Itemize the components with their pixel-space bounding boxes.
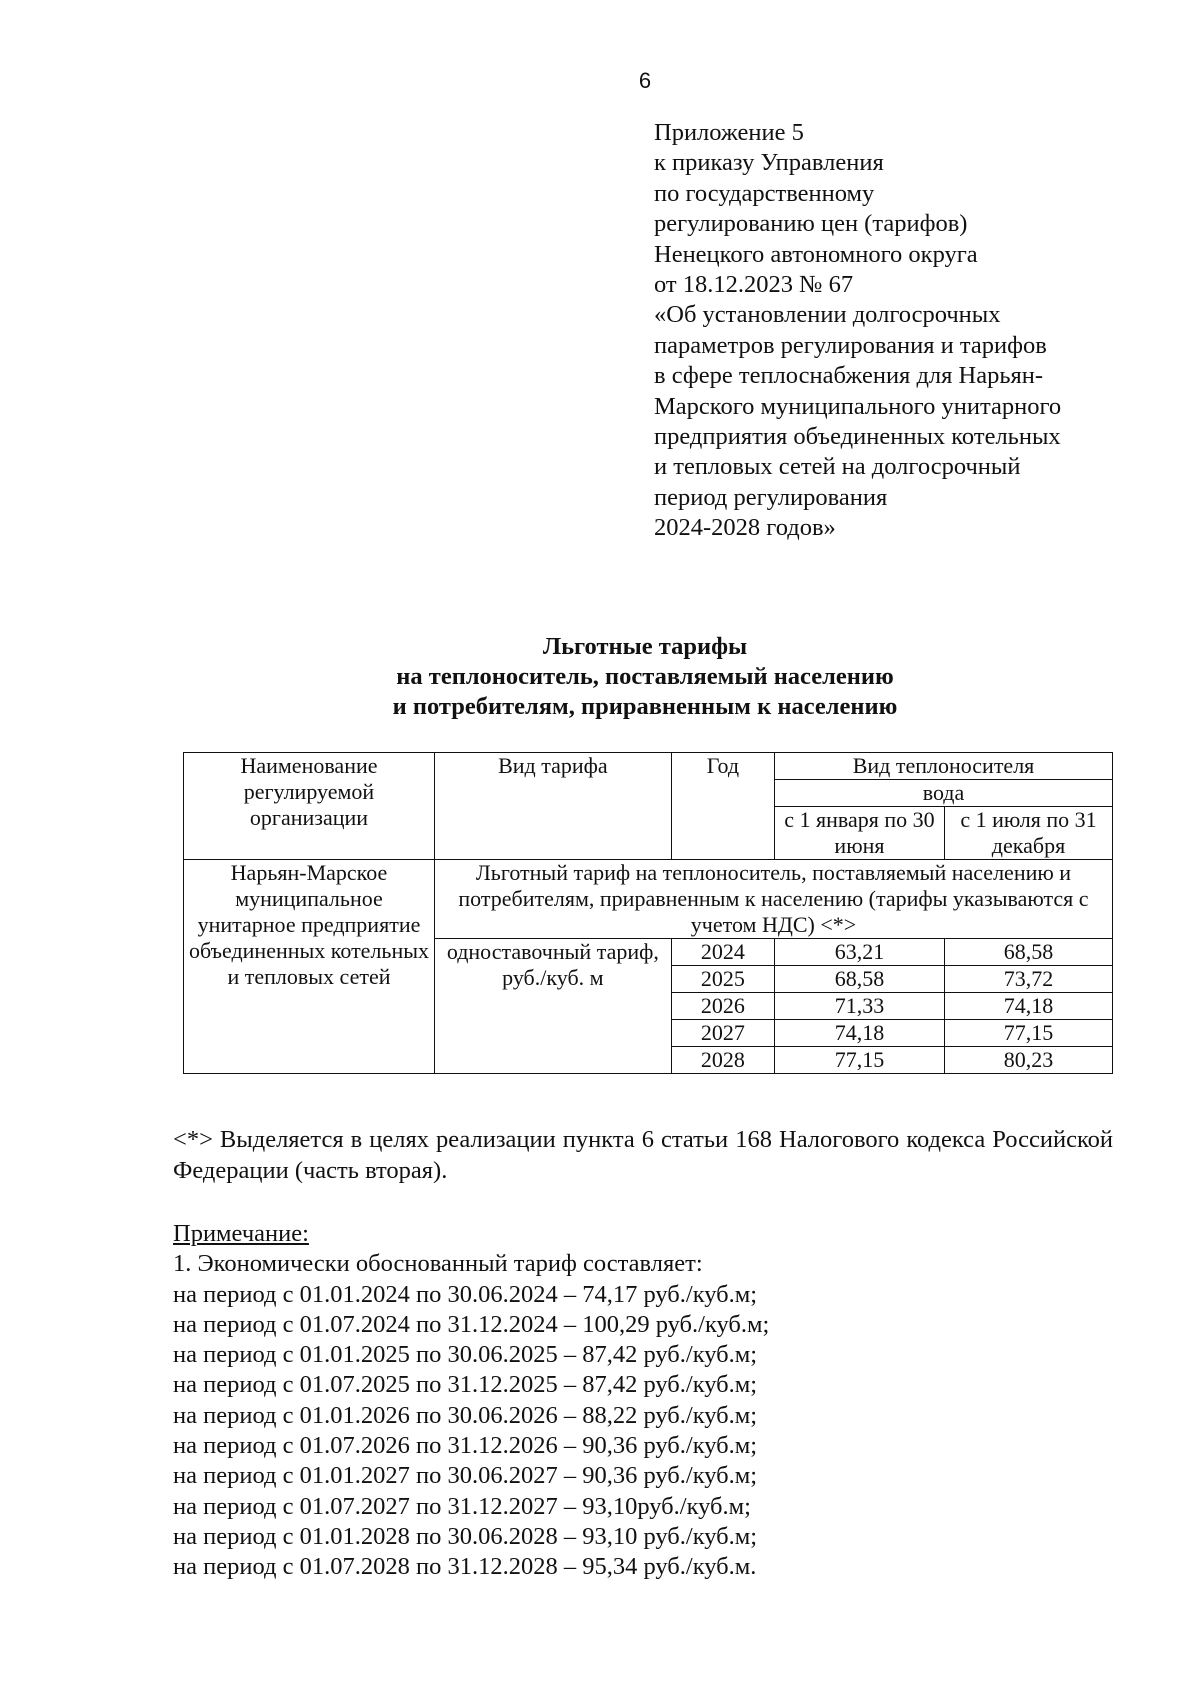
year-cell: 2024: [671, 939, 774, 966]
tariff-h2-cell: 68,58: [944, 939, 1112, 966]
note-line: на период с 01.01.2025 по 30.06.2025 – 87,42 руб./куб.м;: [173, 1341, 758, 1369]
table-row: [184, 860, 1113, 939]
year-cell: 2028: [671, 1047, 774, 1074]
note-line: на период с 01.01.2028 по 30.06.2028 – 93,10 руб./куб.м;: [173, 1522, 758, 1550]
title-line: на теплоноситель, поставляемый населению: [396, 663, 894, 690]
note-line: на период с 01.07.2025 по 31.12.2025 – 87,42 руб./куб.м;: [173, 1371, 758, 1399]
header-half1: с 1 января по 30 июня: [774, 807, 944, 860]
title-line: и потребителям, приравненным к населению: [392, 693, 898, 720]
appendix-line: параметров регулирования и тарифов: [654, 331, 1047, 359]
appendix-line: в сфере теплоснабжения для Нарьян-: [654, 362, 1044, 390]
appendix-line: 2024-2028 годов»: [654, 514, 836, 542]
footnote: <*> Выделяется в целях реализации пункта 6 статьи 168 Налогового кодекса Российской Федерации (часть вторая).: [173, 1126, 1113, 1184]
tariff-type-cell: одноставочный тариф, руб./куб. м: [434, 939, 671, 1074]
year-cell: 2026: [671, 993, 774, 1020]
appendix-line: Ненецкого автономного округа: [654, 240, 978, 268]
tariff-h1-cell: 68,58: [774, 966, 944, 993]
note-line: на период с 01.07.2026 по 31.12.2026 – 90,36 руб./куб.м;: [173, 1432, 758, 1460]
year-cell: 2027: [671, 1020, 774, 1047]
appendix-line: и тепловых сетей на долгосрочный: [654, 453, 1021, 481]
note-line: на период с 01.01.2026 по 30.06.2026 – 88,22 руб./куб.м;: [173, 1401, 758, 1429]
header-carrier: вода: [774, 780, 1112, 807]
appendix-line: от 18.12.2023 № 67: [654, 271, 854, 299]
appendix-line: Приложение 5: [654, 119, 804, 146]
notes-block: [173, 1219, 1133, 1583]
appendix-block: [654, 118, 1154, 544]
note-line: 1. Экономически обоснованный тариф составляет:: [173, 1250, 703, 1278]
tariff-description-cell: Льготный тариф на теплоноситель, поставляемый населению и потребителям, приравненным к населению (тарифы указываются с учетом НДС) <*>: [434, 860, 1112, 939]
page-number: 6: [638, 68, 652, 93]
note-line: на период с 01.07.2027 по 31.12.2027 – 93,10руб./куб.м;: [173, 1492, 751, 1520]
appendix-line: по государственному: [654, 179, 875, 207]
tariff-h2-cell: 77,15: [944, 1020, 1112, 1047]
header-carrier-type: Вид теплоносителя: [774, 753, 1112, 780]
header-year: Год: [671, 753, 774, 860]
appendix-line: «Об установлении долгосрочных: [654, 301, 1001, 329]
appendix-line: период регулирования: [654, 483, 888, 511]
table-header-row: [184, 753, 1113, 780]
header-half2: с 1 июля по 31 декабря: [944, 807, 1112, 860]
header-tariff-type: Вид тарифа: [434, 753, 671, 860]
tariff-h2-cell: 73,72: [944, 966, 1112, 993]
tariff-h1-cell: 71,33: [774, 993, 944, 1020]
tariff-h2-cell: 74,18: [944, 993, 1112, 1020]
year-cell: 2025: [671, 966, 774, 993]
note-line: на период с 01.07.2024 по 31.12.2024 – 100,29 руб./куб.м;: [173, 1310, 770, 1338]
document-title: [0, 632, 1200, 722]
appendix-line: Марского муниципального унитарного: [654, 392, 1062, 420]
appendix-line: регулированию цен (тарифов): [654, 210, 968, 238]
appendix-line: предприятия объединенных котельных: [654, 423, 1061, 451]
tariff-table: [183, 752, 1113, 1074]
note-heading: Примечание:: [173, 1220, 309, 1247]
tariff-h1-cell: 63,21: [774, 939, 944, 966]
org-name-cell: Нарьян-Марское муниципальное унитарное предприятие объединенных котельных и тепловых сетей: [184, 860, 435, 1074]
appendix-line: к приказу Управления: [654, 149, 884, 177]
title-line: Льготные тарифы: [542, 633, 748, 660]
header-org: Наименование регулируемой организации: [184, 753, 435, 860]
note-line: на период с 01.07.2028 по 31.12.2028 – 95,34 руб./куб.м.: [173, 1553, 757, 1581]
note-line: на период с 01.01.2024 по 30.06.2024 – 74,17 руб./куб.м;: [173, 1280, 758, 1308]
tariff-h1-cell: 74,18: [774, 1020, 944, 1047]
tariff-h1-cell: 77,15: [774, 1047, 944, 1074]
note-line: на период с 01.01.2027 по 30.06.2027 – 90,36 руб./куб.м;: [173, 1462, 758, 1490]
tariff-h2-cell: 80,23: [944, 1047, 1112, 1074]
